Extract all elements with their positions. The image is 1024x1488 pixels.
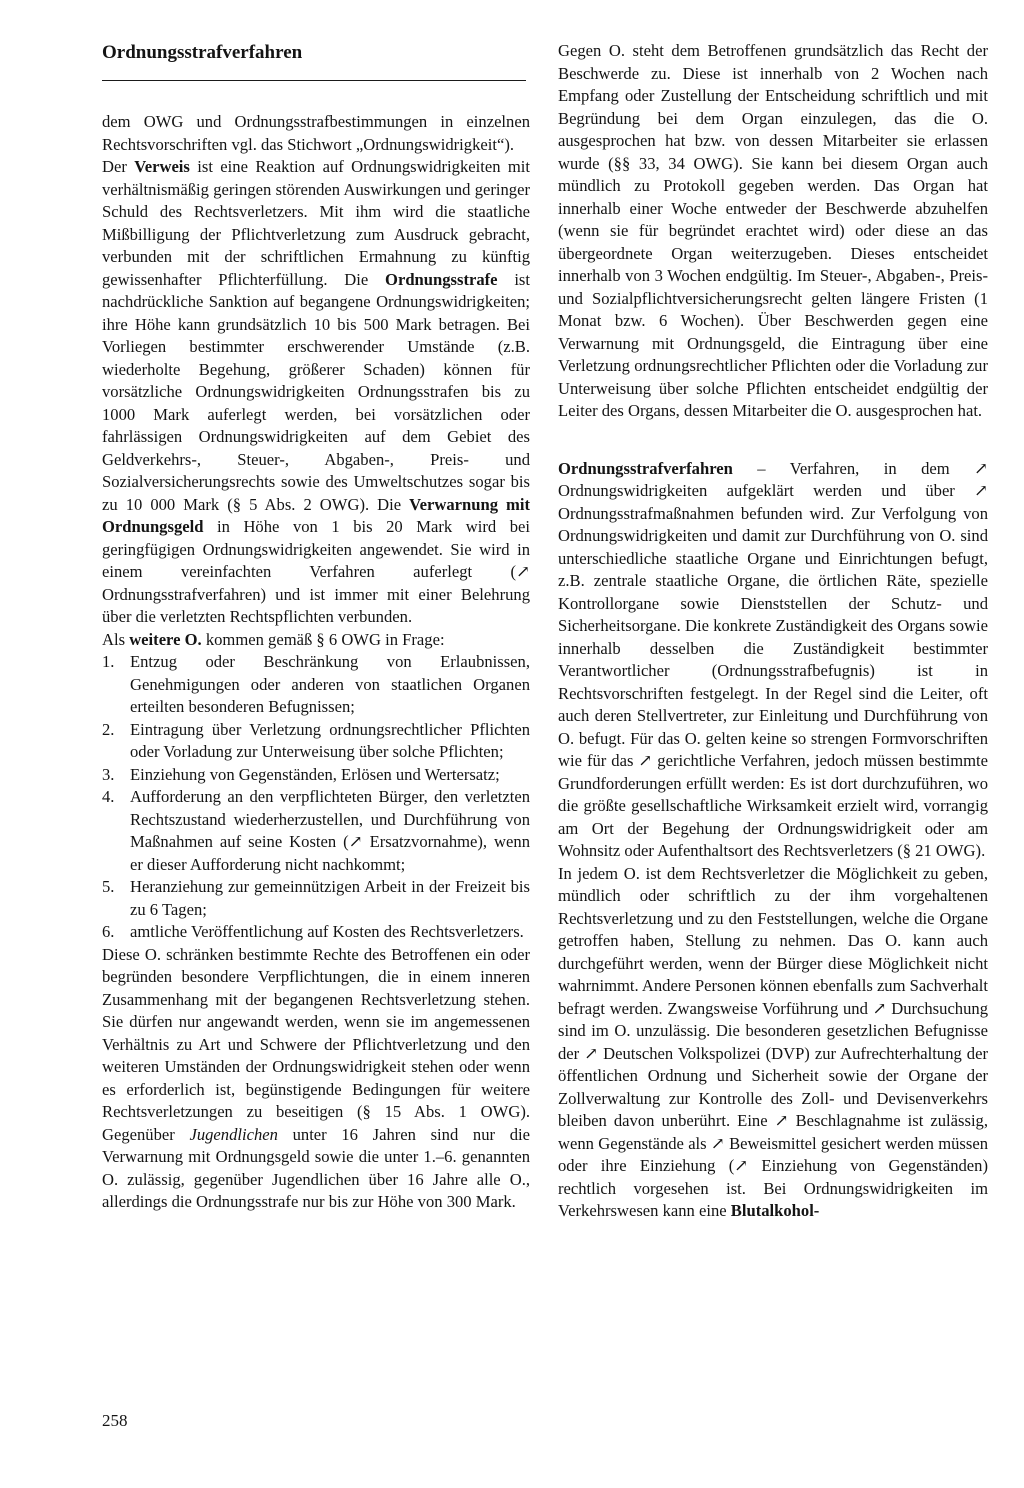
- list-item: [102, 876, 530, 921]
- paragraph-weitere: [102, 629, 530, 652]
- term-verweis: Verweis: [134, 157, 190, 176]
- text-run: kommen gemäß § 6 OWG in Frage:: [201, 629, 445, 649]
- list-number: 6.: [102, 922, 115, 941]
- entry-headword: Ordnungsstrafverfahren: [558, 458, 733, 478]
- text-run: unter 16 Jahren sind nur die Verwarnung mit Ordnungsgeld sowie die unter 1.–6. genannten O. zulässig, gegenüber Jugendlichen über 16 Jahre alle O., allerdings die Ordnungsstrafe nur bis zur Höhe von 300 Mark.: [102, 1124, 530, 1211]
- text-run: In jedem O. ist dem Rechtsverletzer die Möglichkeit zu geben, mündlich oder schriftlich zu der ihm vorgehaltenen Rechtsverletzung und zu den Feststellungen, welche die Organe getroffen haben, Stellung zu nehmen. Das O. kann auch durchgeführt werden, wenn der Bürger diese Möglichkeit nicht wahrnimmt. Andere Personen können ebenfalls zum Sachverhalt befragt werden. Zwangsweise Vorführung und ↗ Durchsuchung sind im O. unzulässig. Die besonderen gesetzlichen Befugnisse der ↗ Deutschen Volkspolizei (DVP) zur Aufrechterhaltung der öffentlichen Ordnung und Sicherheit sowie der Organe der Zollverwaltung zur Kontrolle des Zoll- und Devisenverkehrs bleiben davon unberührt. Eine ↗ Beschlagnahme ist zulässig, wenn Gegenstände als ↗ Beweismittel gesichert werden müssen oder ihre Einziehung (↗ Einziehung von Gegenständen) rechtlich vorgesehen ist. Bei Ordnungswidrigkeiten im Verkehrswesen kann eine: [558, 863, 988, 1220]
- list-text: Aufforderung an den verpflichteten Bürger, den verletzten Rechtszustand wiederherzustellen, und Durchführung von Maßnahmen auf seine Kosten (↗ Ersatzvornahme), wenn er dieser Aufforderung nicht nachkommt;: [130, 787, 530, 874]
- list-number: 2.: [102, 719, 115, 739]
- text-run: ist eine Reaktion auf Ordnungswidrigkeiten mit verhältnismäßig geringen störenden Auswirkungen und geringer Schuld des Rechtsverletzers. Mit ihm wird die staatliche Mißbilligung der Pflichtverletzung zum Ausdruck gebracht, verbunden mit der schriftlichen Ermahnung zu künftig gewissenhafter Pflichterfüllung. Die: [102, 157, 530, 289]
- text-run: Diese O. schränken bestimmte Rechte des Betroffenen ein oder begründen besondere Verpflichtungen, die in einem inneren Zusammenhang mit der begangenen Rechtsverletzung stehen. Sie dürfen nur angewandt werden, wenn sie im angemessenen Verhältnis zu Art und Schwere der Pflichtverletzung und den weiteren Umständen der Ordnungswidrigkeit stehen oder wenn es erforderlich ist, begünstigende Bedingungen für weitere Rechtsverletzungen zu beseitigen (§ 15 Abs. 1 OWG). Gegenüber: [102, 944, 530, 1144]
- header-rule: [102, 80, 526, 81]
- term-ordnungsstrafe: Ordnungsstrafe: [385, 269, 498, 289]
- list-number: 1.: [102, 652, 115, 671]
- page-number: 258: [102, 1411, 128, 1430]
- paragraph-rechtsverletzer: [558, 863, 988, 1223]
- list-item: [102, 764, 530, 787]
- text-run: Als: [102, 629, 130, 649]
- paragraph-text: Gegen O. steht dem Betroffenen grundsätzlich das Recht der Beschwerde zu. Diese ist innerhalb von 2 Wochen nach Empfang oder Zustellung der Entscheidung schriftlich und mit Begründung bei dem Organ einzulegen, das die O. ausgesprochen hat bzw. von dessen Mitarbeiter sie erlassen wurde (§§ 33, 34 OWG). Sie kann bei diesem Organ auch mündlich zu Protokoll gegeben werden. Das Organ hat innerhalb einer Woche entweder der Beschwerde abzuhelfen (wenn sie für begründet erachtet wird) oder diese an das übergeordnete Organ weiterzugeben. Dieses entscheidet innerhalb von 3 Wochen endgültig. Im Steuer-, Abgaben-, Preis- und Sozialpflichtversicherungsrecht gelten längere Fristen (1 Monat bzw. 6 Wochen). Über Beschwerden gegen eine Verwarnung mit Ordnungsgeld, die Eintragung über eine Verletzung ordnungsrechtlicher Pflichten oder die Vorladung zur Unterweisung über solche Pflichten entscheidet endgültig der Leiter des Organs, dessen Mitarbeiter die O. ausgesprochen hat.: [558, 41, 988, 420]
- paragraph-verweis: [102, 156, 530, 629]
- dictionary-entry: [558, 458, 988, 863]
- running-head: Ordnungsstrafverfahren: [102, 42, 303, 63]
- text-run: ist nachdrückliche Sanktion auf begangene Ordnungswidrigkeiten; ihre Höhe kann grundsätzlich 10 bis 500 Mark betragen. Bei Vorliegen bestimmter erschwerender Umstände (z.B. wiederholte Begehung, größerer Schaden) können für vorsätzliche Ordnungswidrigkeiten Ordnungsstrafen bis zu 1000 Mark auferlegt werden, bei vorsätzlichen oder fahrlässigen Ordnungswidrigkeiten auf dem Gebiet des Geldverkehrs-, Steuer-, Abgaben-, Preis- und Sozialversicherungsrechts sowie des Umweltschutzes sogar bis zu 10 000 Mark (§ 5 Abs. 2 OWG). Die: [102, 269, 530, 514]
- term-verwarnung: Verwarnung mit Ordnungsgeld: [102, 494, 530, 536]
- left-column: [102, 111, 530, 1214]
- list-item: [102, 786, 530, 876]
- list-item: [102, 921, 530, 944]
- measures-list: [102, 651, 530, 944]
- paragraph-beschwerde: [558, 40, 988, 423]
- list-number: 4.: [102, 787, 115, 806]
- list-text: Heranziehung zur gemeinnützigen Arbeit in der Freizeit bis zu 6 Tagen;: [130, 877, 530, 919]
- list-number: 3.: [102, 764, 115, 784]
- text-run: – Verfahren, in dem ↗ Ordnungswidrigkeiten aufgeklärt werden und über ↗ Ordnungsstrafmaßnahmen befunden wird. Zur Verfolgung von Ordnungswidrigkeiten und damit zur Durchführung von O. sind unterschiedliche staatliche Organe und Einrichtungen befugt, z.B. zentrale staatliche Organe, die örtlichen Räte, spezielle Kontrollorgane sowie Dienststellen der Schutz- und Sicherheitsorgane. Die konkrete Zuständigkeit des Organs sowie innerhalb desselben die Zuständigkeit bestimmter Verantwortlicher (Ordnungsstrafbefugnis) ist in Rechtsvorschriften festgelegt. In der Regel sind die Leiter, oft auch deren Stellvertreter, zur Einleitung und Durchführung von O. befugt. Für das O. gelten keine so strengen Formvorschriften wie für das ↗ gerichtliche Verfahren, jedoch müssen bestimmte Grundforderungen erfüllt werden: Es ist dort durchzuführen, wo die größte gesellschaftliche Wirksamkeit erzielt wird, vorrangig am Ort der Begehung der Ordnungswidrigkeit oder am Wohnsitz oder Aufenthaltsort des Rechtsverletzers (§ 21 OWG).: [558, 458, 988, 860]
- term-jugendlichen: Jugendlichen: [189, 1124, 278, 1144]
- term-blutalkohol: Blutalkohol-: [730, 1201, 820, 1220]
- paragraph-jugendliche: [102, 944, 530, 1214]
- list-item: [102, 651, 530, 719]
- list-number: 5.: [102, 877, 115, 896]
- list-item: [102, 719, 530, 764]
- entry-gap: [558, 423, 988, 458]
- right-column: [558, 40, 988, 1223]
- paragraph-text: dem OWG und Ordnungsstrafbestimmungen in einzelnen Rechtsvorschriften vgl. das Stichwort „Ordnungswidrigkeit“).: [102, 112, 530, 154]
- list-text: Entzug oder Beschränkung von Erlaubnissen, Genehmigungen oder anderen von staatlichen Organen erteilten besonderen Befugnissen;: [130, 652, 530, 716]
- list-text: amtliche Veröffentlichung auf Kosten des Rechtsverletzers.: [130, 922, 524, 941]
- list-text: Eintragung über Verletzung ordnungsrechtlicher Pflichten oder Vorladung zur Unterweisung über solche Pflichten;: [130, 719, 530, 761]
- text-run: in Höhe von 1 bis 20 Mark wird bei geringfügigen Ordnungswidrigkeiten angewendet. Sie wird in einem vereinfachten Verfahren auferlegt (↗ Ordnungsstrafverfahren) und ist immer mit einer Belehrung über die verletzten Rechtspflichten verbunden.: [102, 517, 530, 626]
- text-run: Der: [102, 157, 135, 176]
- list-text: Einziehung von Gegenständen, Erlösen und Wertersatz;: [130, 764, 500, 784]
- term-weitere: weitere O.: [129, 629, 202, 649]
- paragraph-continuation: [102, 111, 530, 156]
